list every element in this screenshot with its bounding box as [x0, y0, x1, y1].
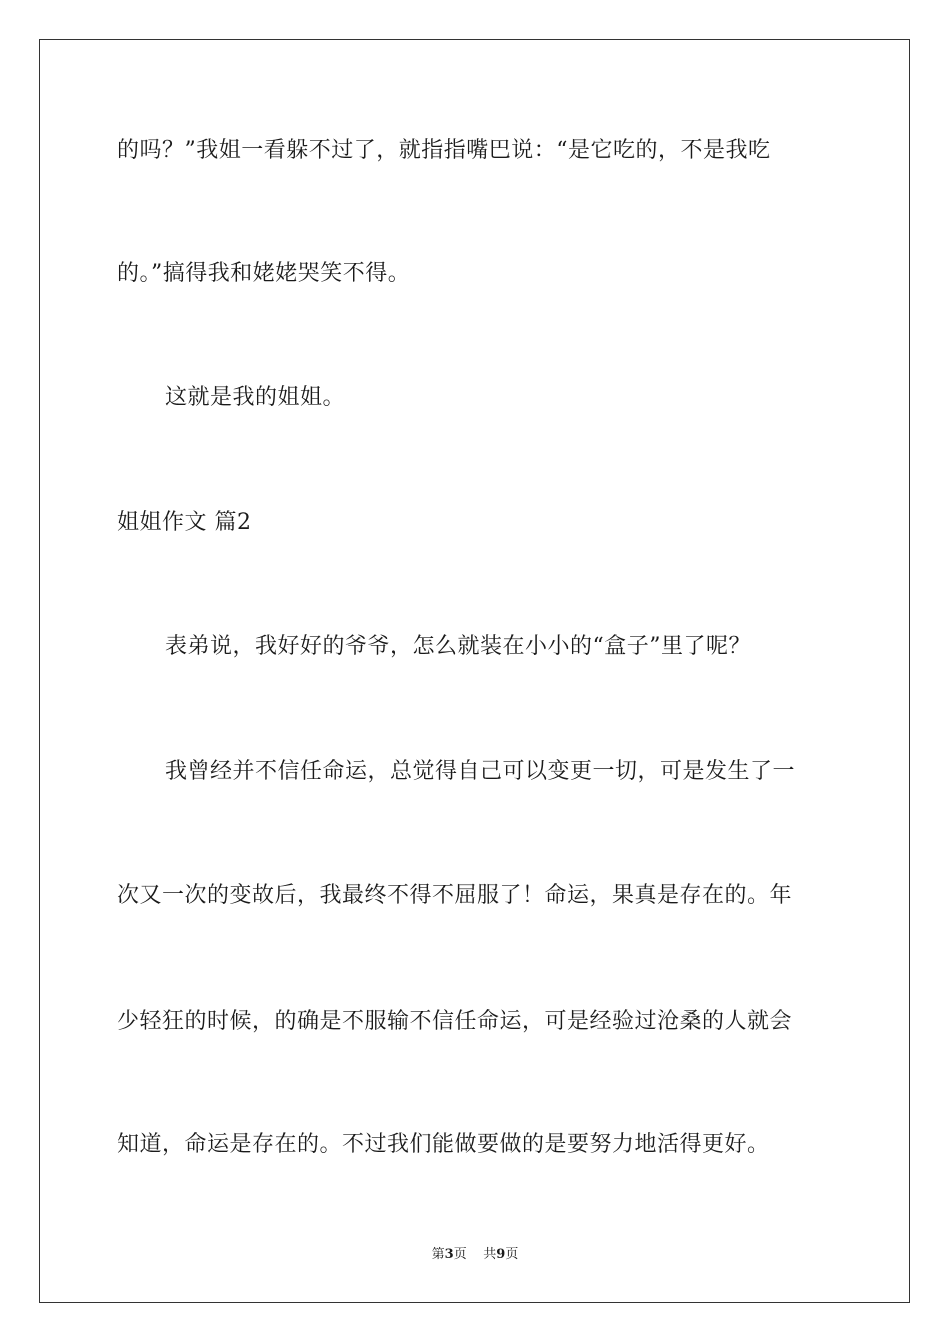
- page-total: 9: [496, 1247, 506, 1262]
- total-prefix: 共: [483, 1247, 497, 1262]
- paragraph-line: 表弟说，我好好的爷爷，怎么就装在小小的“盒子”里了呢？: [165, 634, 751, 659]
- page-border: [39, 39, 910, 1303]
- paragraph-line: 的吗？”我姐一看躲不过了，就指指嘴巴说：“是它吃的，不是我吃: [117, 138, 771, 163]
- paragraph-line: 知道，命运是存在的。不过我们能做要做的是要努力地活得更好。: [117, 1132, 770, 1157]
- page-suffix: 页: [453, 1247, 467, 1262]
- total-suffix: 页: [505, 1247, 519, 1262]
- paragraph-line: 次又一次的变故后，我最终不得不屈服了！命运，果真是存在的。年: [117, 883, 793, 908]
- paragraph-line: 我曾经并不信任命运，总觉得自己可以变更一切，可是发生了一: [165, 759, 796, 784]
- paragraph-line: 的。”搞得我和姥姥哭笑不得。: [117, 261, 411, 286]
- paragraph-line: 少轻狂的时候，的确是不服输不信任命运，可是经验过沧桑的人就会: [117, 1009, 793, 1034]
- section-heading: 姐姐作文 篇2: [117, 510, 252, 535]
- page-current: 3: [444, 1247, 454, 1262]
- page-prefix: 第: [431, 1247, 445, 1262]
- page-footer: [0, 1246, 950, 1264]
- paragraph-line: 这就是我的姐姐。: [165, 385, 346, 410]
